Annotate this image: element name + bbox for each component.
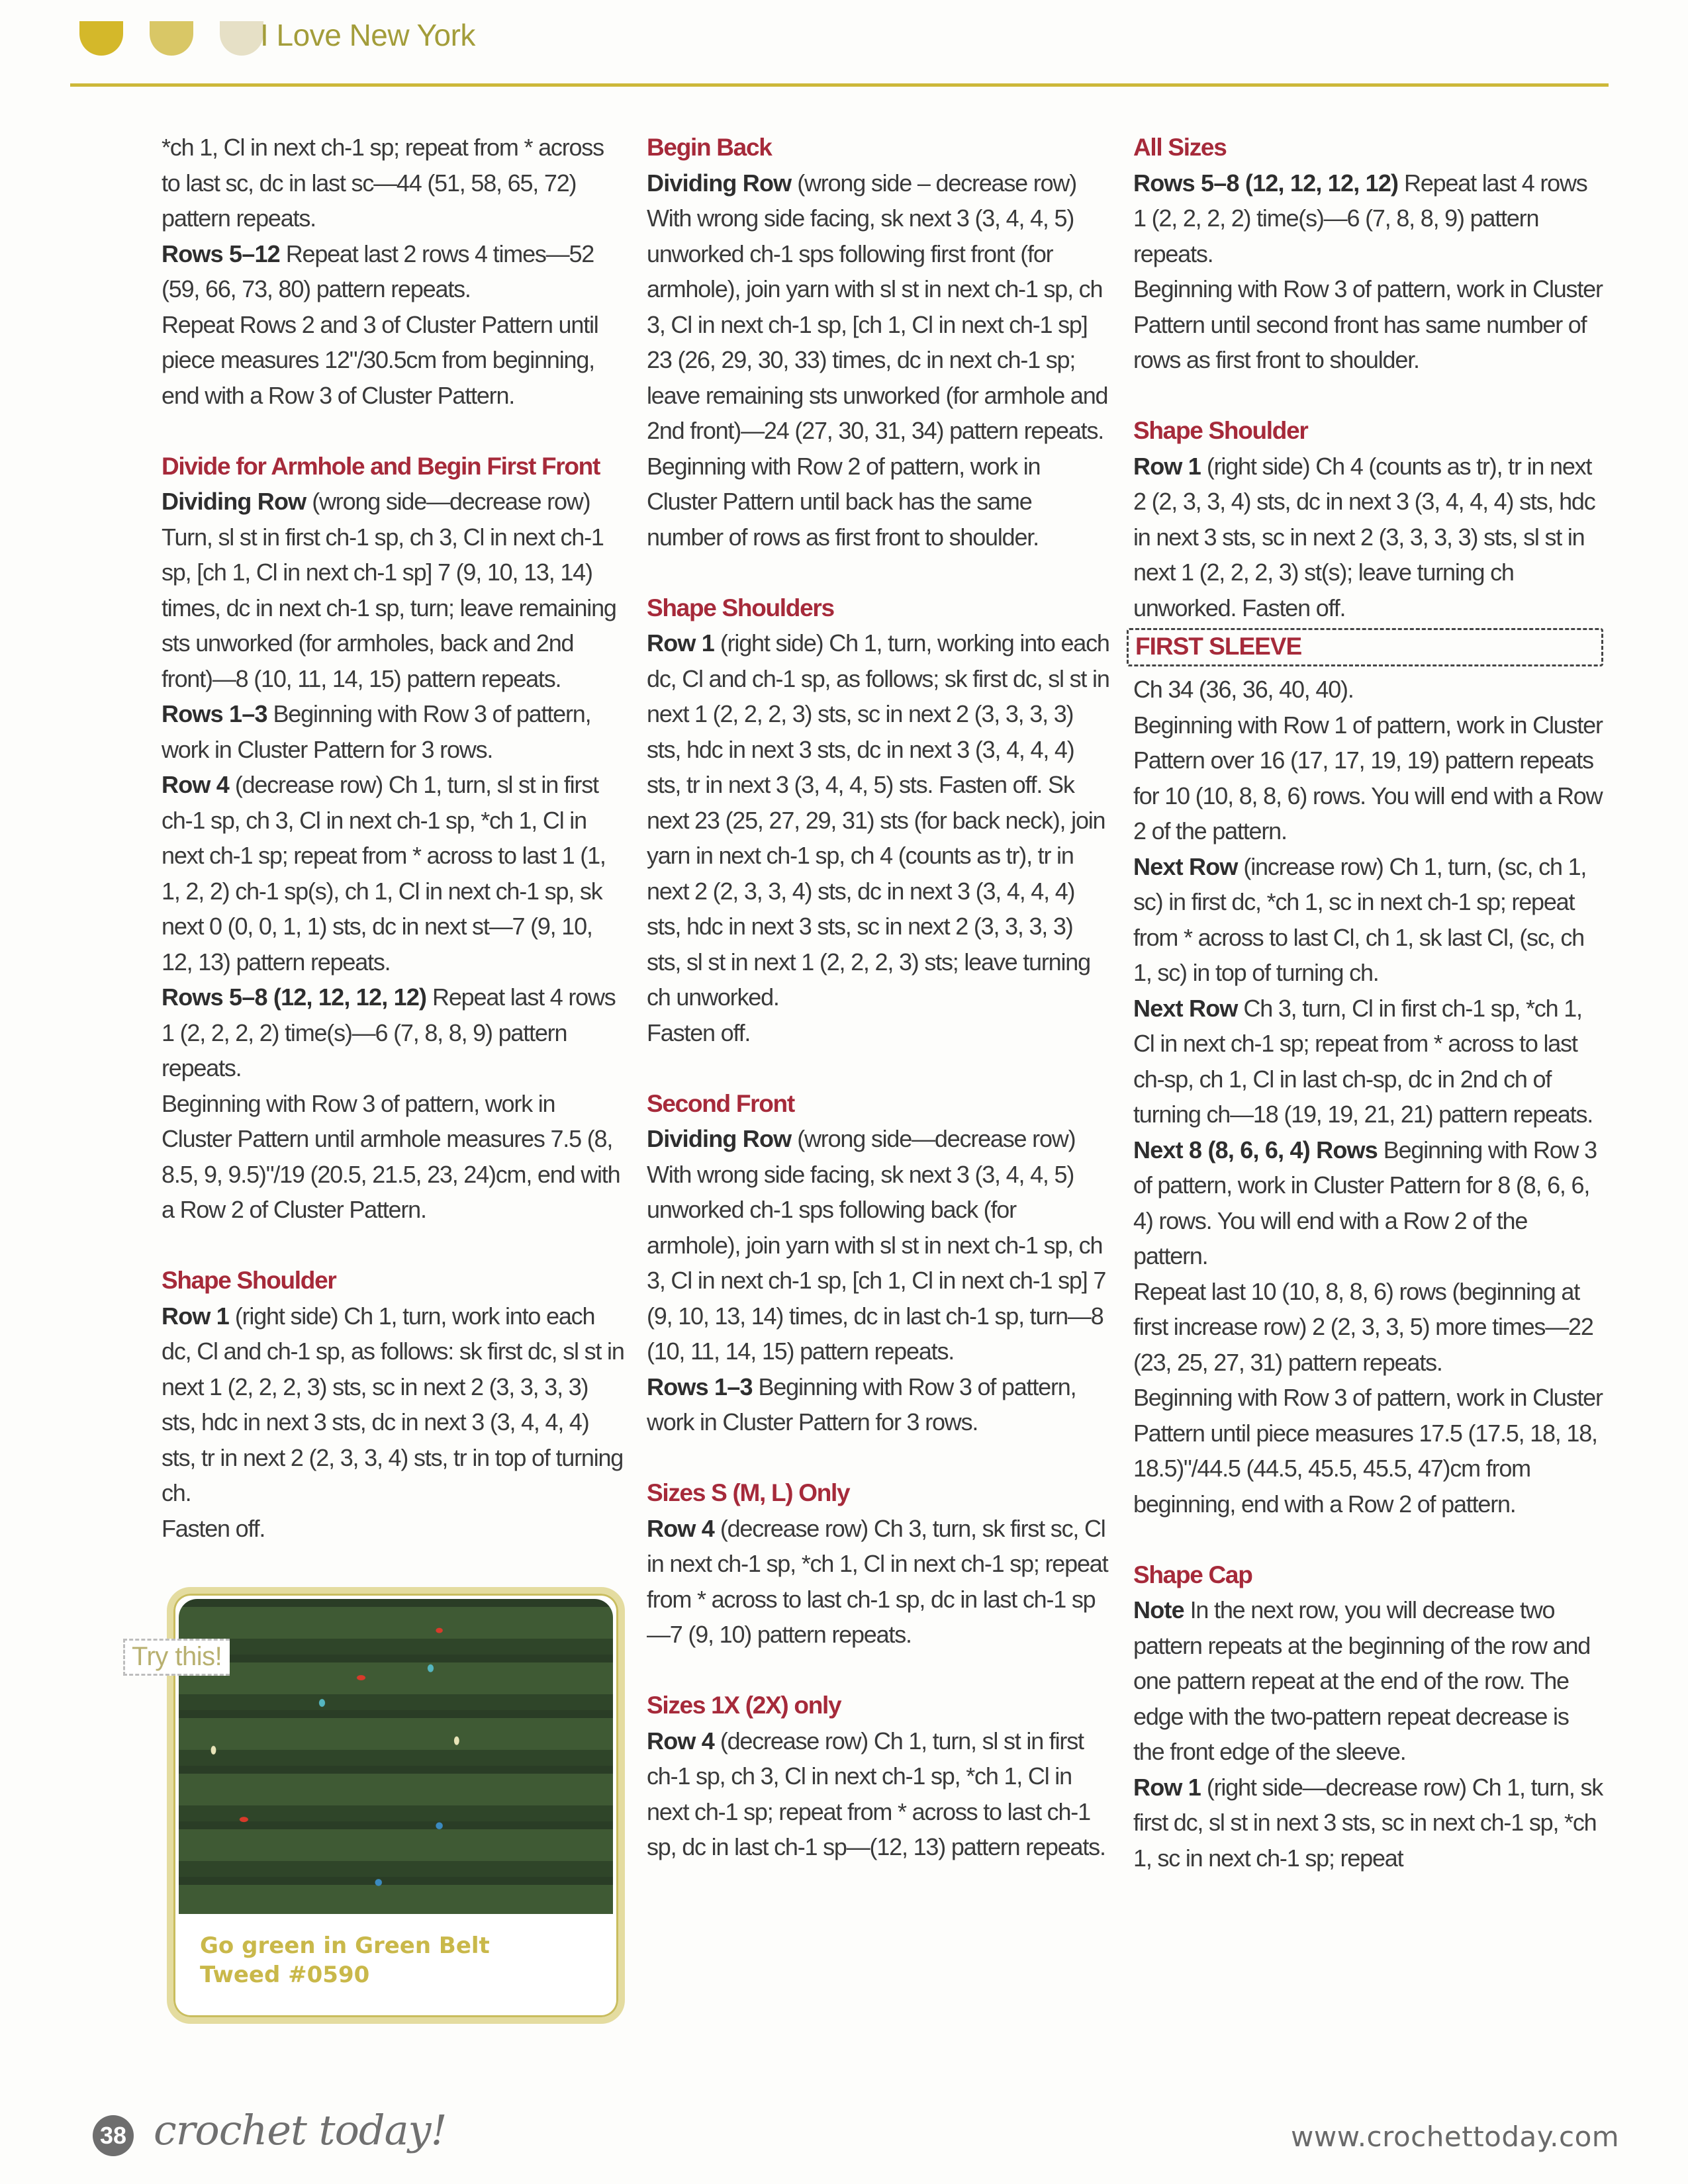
magazine-logo: crochet today!	[154, 2106, 447, 2154]
try-this-badge: Try this!	[123, 1639, 230, 1676]
paragraph	[162, 1298, 625, 1511]
paragraph-text: (right side) Ch 1, turn, working into each dc, Cl and ch-1 sp, as follows; sk first dc, sl st in next 1 (2, 2, 2, 3) sts, sc in next 2 (3, 3, 3, 3) sts, hdc in next 3 sts, dc in next 3 (3, 4, 4, 4) sts, tr in next 3 (3, 4, 4, 5) sts. Fasten off. Sk next 23 (25, 27, 29, 31) sts (for back neck), join yarn in next ch-1 sp, ch 4 (counts as tr), tr in next 2 (2, 3, 3, 4) sts, dc in next 3 (3, 4, 4, 4) sts, hdc in next 3 sts, sc in next 2 (3, 3, 3, 3) sts, sl st in next 1 (2, 2, 2, 3) sts; leave turning ch unworked.	[647, 629, 1109, 1011]
swatch-photo	[179, 1599, 613, 1914]
paragraph-text: Repeat last 2 rows 4 times—52 (59, 66, 73, 80) pattern repeats.	[162, 240, 594, 302]
paragraph: Repeat Rows 2 and 3 of Cluster Pattern until piece measures 12"/30.5cm from beginning, end with a Row 3 of Cluster Pattern.	[162, 310, 598, 409]
heading-begin-back: Begin Back	[647, 134, 772, 161]
paragraph	[1133, 991, 1603, 1132]
paragraph	[647, 165, 1110, 449]
paragraph	[162, 484, 625, 696]
paragraph-text: Repeat last 4 rows 1 (2, 2, 2, 2) time(s)—6 (7, 8, 8, 9) pattern repeats.	[162, 983, 616, 1081]
dot-medium-icon	[150, 21, 193, 56]
paragraph-text: Beginning with Row 3 of pattern, work in Cluster Pattern for 8 (8, 6, 6, 4) rows. You will end with a Row 2 of the pattern.	[1133, 1136, 1597, 1269]
row-label: Rows 5–8 (12, 12, 12, 12)	[162, 983, 427, 1011]
paragraph: Beginning with Row 1 of pattern, work in Cluster Pattern over 16 (17, 17, 19, 19) pattern repeats for 10 (10, 8, 8, 6) rows. You will end with a Row 2 of the pattern.	[1133, 711, 1603, 844]
dot-dark-icon	[79, 21, 123, 56]
row-label: Next Row	[1133, 852, 1238, 880]
paragraph	[1133, 1592, 1603, 1770]
paragraph: Beginning with Row 3 of pattern, work in Cluster Pattern until second front has same number of rows as first front to shoulder.	[1133, 275, 1603, 373]
caption-line: Go green in Green Belt	[200, 1933, 490, 1959]
section-marker-dots	[79, 21, 263, 56]
paragraph	[647, 1369, 1110, 1440]
heading-sizes-s-m-l: Sizes S (M, L) Only	[647, 1479, 850, 1506]
paragraph	[162, 767, 625, 979]
row-label: Row 4	[647, 1727, 715, 1754]
paragraph-text: (decrease row) Ch 1, turn, sl st in first ch-1 sp, ch 3, Cl in next ch-1 sp, *ch 1, Cl in next ch-1 sp; repeat from * across to last 1 (1, 1, 2, 2) ch-1 sp(s), ch 1, Cl in next ch-1 sp, sk next 0 (0, 0, 1, 1) sts, dc in next st—7 (9, 10, 12, 13) pattern repeats.	[162, 771, 606, 976]
website-url[interactable]: www.crochettoday.com	[1291, 2120, 1620, 2153]
heading-second-front: Second Front	[647, 1089, 794, 1117]
paragraph: Beginning with Row 3 of pattern, work in Cluster Pattern until piece measures 17.5 (17.5, 18, 18, 18.5)"/44.5 (44.5, 45.5, 45.5, 47)cm from beginning, end with a Row 2 of pattern.	[1133, 1384, 1603, 1518]
heading-sizes-1x-2x: Sizes 1X (2X) only	[647, 1692, 841, 1719]
paragraph-text: Repeat last 4 rows 1 (2, 2, 2, 2) time(s)—6 (7, 8, 8, 9) pattern repeats.	[1133, 169, 1587, 267]
heading-shape-shoulders: Shape Shoulders	[647, 594, 834, 621]
paragraph	[162, 236, 625, 307]
paragraph-text: In the next row, you will decrease two pattern repeats at the beginning of the row and one pattern repeat at the end of the row. The edge with the two-pattern repeat decrease is the front edge of the sleeve.	[1133, 1596, 1591, 1765]
paragraph-text: (decrease row) Ch 1, turn, sl st in first ch-1 sp, ch 3, Cl in next ch-1 sp, *ch 1, Cl in next ch-1 sp; repeat from * across to last ch-1 sp, dc in last ch-1 sp—(12, 13) pattern repeats.	[647, 1727, 1105, 1860]
heading-shape-shoulder: Shape Shoulder	[1133, 417, 1308, 444]
paragraph-text: (wrong side – decrease row) With wrong side facing, sk next 3 (3, 4, 4, 5) unworked ch-1 sps following first front (for armhole), join yarn with sl st in next ch-1 sp, ch 3, Cl in next ch-1 sp, [ch 1, Cl in next ch-1 sp] 23 (26, 29, 30, 33) times, dc in next ch-1 sp; leave remaining sts unworked (for armhole and 2nd front)—24 (27, 30, 31, 34) pattern repeats.	[647, 169, 1108, 444]
row-label: Row 1	[647, 629, 715, 657]
dot-light-icon	[220, 21, 263, 56]
row-label: Next Row	[1133, 994, 1238, 1022]
paragraph	[1133, 1132, 1603, 1274]
row-label: Row 1	[1133, 1773, 1201, 1801]
paragraph	[1133, 849, 1603, 991]
paragraph-text: (right side) Ch 1, turn, work into each dc, Cl and ch-1 sp, as follows: sk first dc, sl st in next 1 (2, 2, 2, 3) sts, sc in next 2 (3, 3, 3, 3) sts, hdc in next 3 sts, dc in next 3 (3, 4, 4, 4) sts, tr in next 2 (2, 3, 3, 4) sts, tr in top of turning ch.	[162, 1302, 624, 1506]
paragraph	[162, 979, 625, 1086]
paragraph	[1133, 449, 1603, 626]
paragraph: *ch 1, Cl in next ch-1 sp; repeat from * across to last sc, dc in last sc—44 (51, 58, 65, 72) pattern repeats.	[162, 134, 604, 232]
row-label: Row 4	[162, 771, 230, 798]
row-label: Row 1	[1133, 452, 1201, 480]
paragraph: Beginning with Row 3 of pattern, work in Cluster Pattern until armhole measures 7.5 (8, 8.5, 9, 9.5)"/19 (20.5, 21.5, 23, 24)cm, end with a Row 2 of Cluster Pattern.	[162, 1089, 620, 1223]
row-label: Row 4	[647, 1514, 715, 1542]
note-label: Note	[1133, 1596, 1184, 1623]
paragraph-text: (wrong side—decrease row) With wrong side facing, sk next 3 (3, 4, 4, 5) unworked ch-1 sps following back (for armhole), join yarn with sl st in next ch-1 sp, ch 3, Cl in next ch-1 sp, [ch 1, Cl in next ch-1 sp] 7 (9, 10, 13, 14) times, dc in last ch-1 sp, turn—8 (10, 11, 14, 15) pattern repeats.	[647, 1125, 1106, 1365]
paragraph: Fasten off.	[162, 1514, 265, 1542]
page-number: 38	[93, 2115, 134, 2156]
paragraph	[647, 1723, 1110, 1865]
paragraph-text: (right side—decrease row) Ch 1, turn, sk first dc, sl st in next 3 sts, sc in next ch-1 sp, *ch 1, sc in next ch-1 sp; repeat	[1133, 1773, 1603, 1872]
heading-shape-cap: Shape Cap	[1133, 1561, 1252, 1588]
row-label: Dividing Row	[647, 1125, 792, 1152]
row-label: Row 1	[162, 1302, 230, 1330]
paragraph	[647, 1121, 1110, 1369]
paragraph	[1133, 165, 1603, 272]
column-2	[647, 130, 1110, 1865]
heading-all-sizes: All Sizes	[1133, 134, 1227, 161]
paragraph-text: (right side) Ch 4 (counts as tr), tr in next 2 (2, 3, 3, 4) sts, dc in next 3 (3, 4, 4, 4) sts, hdc in next 3 sts, sc in next 2 (3, 3, 3, 3) sts, sl st in next 1 (2, 2, 2, 3) st(s); leave turning ch unworked. Fasten off.	[1133, 452, 1595, 621]
paragraph	[647, 1511, 1110, 1653]
row-label: Rows 5–12	[162, 240, 280, 267]
header-divider	[70, 83, 1609, 87]
caption-line: Tweed #0590	[200, 1962, 370, 1988]
paragraph-text: Ch 3, turn, Cl in first ch-1 sp, *ch 1, Cl in next ch-1 sp; repeat from * across to last ch-sp, ch 1, Cl in last ch-sp, dc in 2nd ch of turning ch—18 (19, 19, 21, 21) pattern repeats.	[1133, 994, 1593, 1128]
paragraph: Repeat last 10 (10, 8, 8, 6) rows (beginning at first increase row) 2 (2, 3, 3, 5) more times—22 (23, 25, 27, 31) pattern repeats.	[1133, 1277, 1593, 1376]
column-3	[1133, 130, 1603, 1876]
card-caption	[200, 1931, 490, 1989]
paragraph	[162, 696, 625, 767]
row-label: Dividing Row	[162, 488, 306, 515]
row-label: Next 8 (8, 6, 6, 4) Rows	[1133, 1136, 1378, 1163]
heading-shape-shoulder: Shape Shoulder	[162, 1267, 336, 1294]
paragraph	[1133, 1770, 1603, 1876]
column-1	[162, 130, 625, 1546]
paragraph-text: Beginning with Row 3 of pattern, work in Cluster Pattern for 3 rows.	[162, 700, 591, 763]
row-label: Dividing Row	[647, 169, 792, 197]
yarn-suggestion-card	[167, 1587, 625, 2024]
row-label: Rows 1–3	[647, 1373, 753, 1400]
paragraph-text: (increase row) Ch 1, turn, (sc, ch 1, sc) in first dc, *ch 1, sc in next ch-1 sp; repeat from * across to last Cl, ch 1, sk last Cl, (sc, ch 1, sc) in top of turning ch.	[1133, 852, 1587, 986]
paragraph: Ch 34 (36, 36, 40, 40).	[1133, 676, 1354, 703]
row-label: Rows 5–8 (12, 12, 12, 12)	[1133, 169, 1399, 197]
paragraph-text: (wrong side—decrease row) Turn, sl st in first ch-1 sp, ch 3, Cl in next ch-1 sp, [ch 1, Cl in next ch-1 sp] 7 (9, 10, 13, 14) times, dc in next ch-1 sp, turn; leave remaining sts unworked (for armholes, back and 2nd front)—8 (10, 11, 14, 15) pattern repeats.	[162, 488, 616, 692]
section-title: I Love New York	[260, 18, 475, 52]
paragraph: Beginning with Row 2 of pattern, work in Cluster Pattern until back has the same number of rows as first front to shoulder.	[647, 452, 1041, 551]
heading-divide-armhole: Divide for Armhole and Begin First Front	[162, 452, 600, 480]
paragraph: Fasten off.	[647, 1019, 751, 1046]
paragraph-text: Beginning with Row 3 of pattern, work in Cluster Pattern for 3 rows.	[647, 1373, 1076, 1435]
paragraph	[647, 625, 1110, 1015]
heading-first-sleeve: FIRST SLEEVE	[1127, 628, 1603, 666]
row-label: Rows 1–3	[162, 700, 267, 727]
paragraph-text: (decrease row) Ch 3, turn, sk first sc, Cl in next ch-1 sp, *ch 1, Cl in next ch-1 sp; repeat from * across to last ch-1 sp, dc in last ch-1 sp—7 (9, 10) pattern repeats.	[647, 1514, 1108, 1648]
